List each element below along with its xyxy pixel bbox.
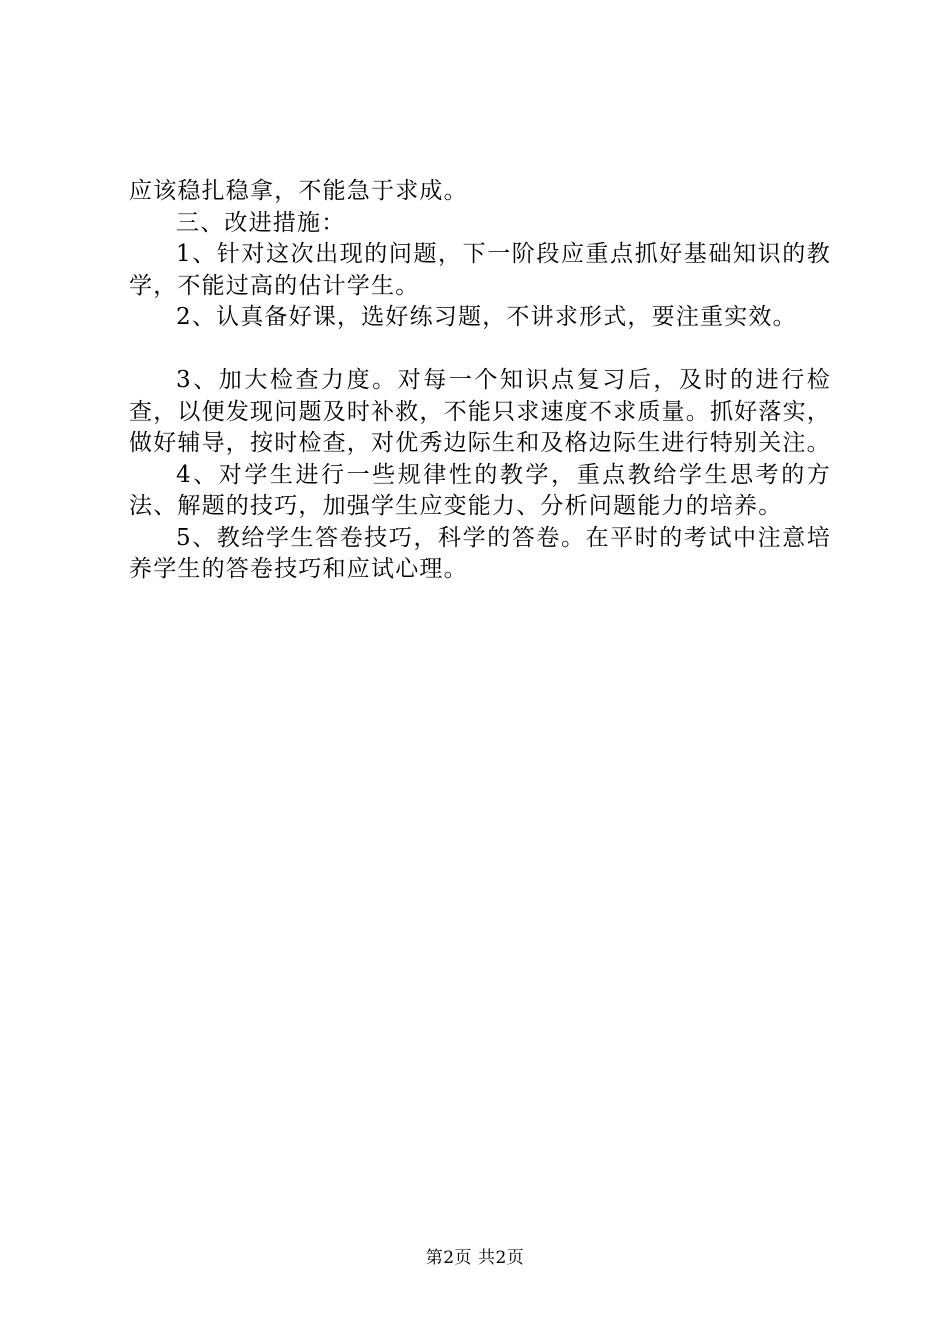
page-number-footer: 第2页 共2页: [425, 1248, 525, 1268]
measure-item-4: 4、对学生进行一些规律性的教学，重点教给学生思考的方法、解题的技巧，加强学生应变能力、分析问题能力的培养。: [129, 461, 831, 519]
measure-item-2: 2、认真备好课，选好练习题，不讲求形式，要注重实效。: [176, 304, 797, 330]
measure-item-1: 1、针对这次出现的问题，下一阶段应重点抓好基础知识的教学，不能过高的估计学生。: [129, 241, 831, 299]
measure-item-3: 3、加大检查力度。对每一个知识点复习后，及时的进行检查，以便发现问题及时补救，不能只求速度不求质量。抓好落实，做好辅导，按时检查，对优秀边际生和及格边际生进行特别关注。: [129, 367, 831, 456]
paragraph-continuation: 应该稳扎稳拿，不能急于求成。: [129, 178, 468, 204]
document-body: [129, 176, 831, 586]
section-heading-improvement-measures: 三、改进措施：: [176, 209, 346, 236]
measure-item-5: 5、教给学生答卷技巧，科学的答卷。在平时的考试中注意培养学生的答卷技巧和应试心理。: [129, 524, 831, 582]
